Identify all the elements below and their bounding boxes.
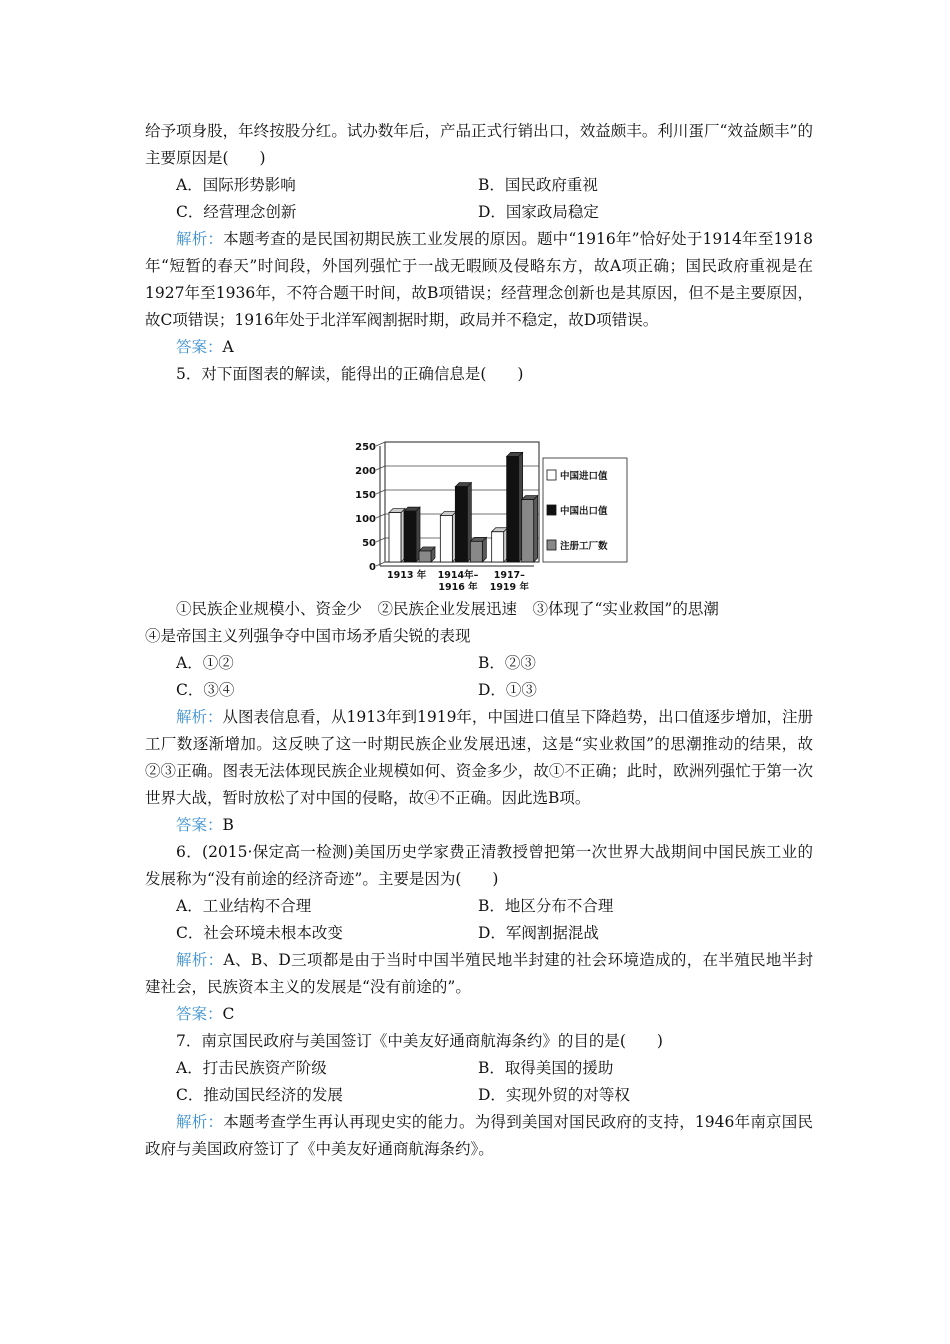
q4-answer-value: A [222,338,234,356]
q5-statement-line1: ①民族企业规模小、资金少 ②民族企业发展迅速 ③体现了“实业救国”的思潮 [176,600,719,618]
q5-option-d: D．①③ [478,681,537,699]
q7-explanation [145,1109,813,1163]
q6-answer-label: 答案： [176,1005,223,1023]
q7-options-row1 [145,1055,813,1082]
q5-answer-value: B [222,816,234,834]
q5-options-row1 [145,650,813,677]
q4-option-d: D．国家政局稳定 [478,203,599,221]
y-tick-label: 200 [355,466,376,477]
q6-explanation-label: 解析： [176,951,224,969]
bar [507,456,519,562]
legend-swatch [547,505,556,515]
q5-option-c: C．③④ [176,681,235,699]
q4-explanation-label: 解析： [176,230,224,248]
legend-swatch [547,540,556,550]
q4-option-a: A．国际形势影响 [176,176,296,194]
q6-option-d: D．军阀割据混战 [478,924,599,942]
q6-stem: 6．(2015·保定高一检测)美国历史学家费正清教授曾把第一次世界大战期间中国民族工业的发展称为“没有前途的经济奇迹”。主要是因为( ) [145,843,813,888]
q4-options-row1 [145,172,813,199]
legend-label: 中国进口值 [560,471,608,482]
q6-explanation-text: A、B、D三项都是由于当时中国半殖民地半封建的社会环境造成的，在半殖民地半封建社会，民族资本主义的发展是“没有前途的”。 [145,951,813,996]
q6-answer-value: C [222,1005,235,1023]
x-tick-label: 1919 年 [489,582,529,590]
q7-option-c: C．推动国民经济的发展 [176,1086,343,1104]
q4-answer [145,334,813,361]
q5-explanation-text: 从图表信息看，从1913年到1919年，中国进口值呈下降趋势，出口值逐步增加，注册工厂数逐渐增加。这反映了这一时期民族企业发展迅速，这是“实业救国”的思潮推动的结果，故②③正确。图表无法体现民族企业规模如何、资金多少，故①不正确；此时，欧洲列强忙于第一次世界大战，暂时放松了对中国的侵略，故④不正确。因此选B项。 [145,708,813,807]
chart-x-ticks [387,569,529,590]
bar [419,551,431,562]
q7-option-a: A．打击民族资产阶级 [176,1059,327,1077]
trade-chart [355,434,630,590]
q6-option-b: B．地区分布不合理 [478,897,614,915]
legend-label: 注册工厂数 [560,541,608,552]
chart-y-ticks [355,442,376,573]
q7-stem: 7．南京国民政府与美国签订《中美友好通商航海条约》的目的是( ) [176,1032,663,1050]
q7-option-b: B．取得美国的援助 [478,1059,614,1077]
bar [522,500,534,562]
legend-swatch [547,470,556,480]
q6-explanation [145,947,813,1001]
chart-legend [543,458,627,562]
x-tick-label: 1917– [493,570,525,581]
x-tick-label: 1913 年 [387,570,427,581]
q5-options-row2 [145,677,813,704]
bar [455,487,467,562]
q4-option-b: B．国民政府重视 [478,176,598,194]
y-tick-label: 150 [355,490,376,501]
q7-option-d: D．实现外贸的对等权 [478,1086,630,1104]
q7-explanation-label: 解析： [176,1113,224,1131]
q4-explanation-text: 本题考查的是民国初期民族工业发展的原因。题中“1916年”恰好处于1914年至1918年“短暂的春天”时间段，外国列强忙于一战无暇顾及侵略东方，故A项正确；国民政府重视是在1927年至1936年，不符合题干时间，故B项错误；经营理念创新也是其原因，但不是主要原因，故C项错误；1916年处于北洋军阀割据时期，政局并不稳定，故D项错误。 [145,230,813,329]
q6-options-row2 [145,920,813,947]
question-4-tail [145,118,813,388]
bar [389,513,401,562]
x-tick-label: 1916 年 [438,582,478,590]
q5-explanation [145,704,813,812]
y-tick-label: 0 [369,562,376,573]
q4-options-row2 [145,199,813,226]
q5-stem: 5．对下面图表的解读，能得出的正确信息是( ) [176,365,524,383]
q6-option-c: C．社会环境未根本改变 [176,924,343,942]
q7-options-row2 [145,1082,813,1109]
q4-answer-label: 答案： [176,338,223,356]
q6-options-row1 [145,893,813,920]
y-tick-label: 250 [355,442,376,453]
gridline-depth [376,442,385,446]
q5-explanation-label: 解析： [176,708,223,726]
bar-side [534,496,538,562]
q4-option-c: C．经营理念创新 [176,203,297,221]
q5-option-a: A．①② [176,654,234,672]
q6-option-a: A．工业结构不合理 [176,897,312,915]
bar [492,532,504,562]
bar [440,515,452,562]
y-tick-label: 100 [355,514,376,525]
bar [404,511,416,562]
q5-statement-line2: ④是帝国主义列强争夺中国市场矛盾尖锐的表现 [145,627,471,645]
q6-answer [145,1001,813,1028]
q5-option-b: B．②③ [478,654,536,672]
q4-stem: 给予项身股，年终按股分红。试办数年后，产品正式行销出口，效益颇丰。利川蛋厂“效益颇丰”的主要原因是( ) [145,122,813,167]
q5-answer-label: 答案： [176,816,223,834]
q5-answer [145,812,813,839]
legend-label: 中国出口值 [560,506,608,517]
trade-chart-svg [355,434,630,590]
y-tick-label: 50 [362,538,376,549]
bar [470,541,482,562]
question-5-body [145,596,813,1163]
x-tick-label: 1914年– [437,570,479,581]
q4-explanation [145,226,813,334]
q7-explanation-text: 本题考查学生再认再现史实的能力。为得到美国对国民政府的支持，1946年南京国民政府与美国政府签订了《中美友好通商航海条约》。 [145,1113,813,1158]
